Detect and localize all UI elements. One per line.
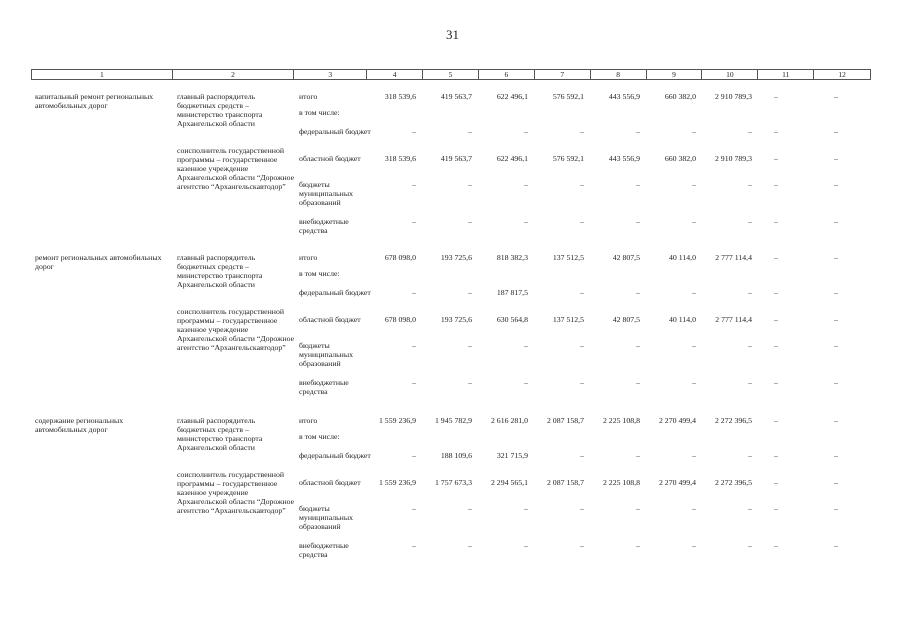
- header-col-10: 10: [702, 70, 758, 79]
- executor-main: главный распорядитель бюджетных средств – министерство транспорта Архангельской области: [177, 92, 263, 128]
- table-cell: –: [748, 541, 752, 550]
- table-cell: 193 725,6: [440, 315, 472, 324]
- table-cell: 443 556,9: [608, 92, 640, 101]
- table-cell: –: [580, 378, 584, 387]
- table-cell: –: [774, 315, 778, 324]
- table-cell: 2 270 499,4: [658, 416, 696, 425]
- table-cell: 42 807,5: [612, 253, 640, 262]
- table-cell: –: [748, 378, 752, 387]
- table-cell: 660 382,0: [664, 154, 696, 163]
- table-cell: –: [692, 504, 696, 513]
- table-cell: –: [580, 217, 584, 226]
- table-cell: –: [412, 541, 416, 550]
- table-cell: –: [692, 217, 696, 226]
- table-cell: 321 715,9: [496, 451, 528, 460]
- executor-co: соисполнитель государственной программы – государственное казенное учреждение Архангельской области “Дорожное агентство “Архангельскавтодор”: [177, 470, 295, 515]
- table-cell: 622 496,1: [496, 154, 528, 163]
- table-cell: –: [774, 504, 778, 513]
- table-cell: –: [524, 504, 528, 513]
- table-cell: –: [468, 541, 472, 550]
- header-col-3: 3: [294, 70, 367, 79]
- funding-source: итого: [299, 416, 318, 425]
- funding-source: бюджеты муниципальных образований: [299, 180, 353, 207]
- header-col-8: 8: [591, 70, 647, 79]
- table-cell: –: [774, 478, 778, 487]
- table-cell: –: [834, 180, 838, 189]
- table-cell: –: [834, 288, 838, 297]
- table-cell: –: [692, 541, 696, 550]
- table-cell: –: [524, 341, 528, 350]
- funding-source: областной бюджет: [299, 154, 361, 163]
- table-cell: 40 114,0: [669, 315, 696, 324]
- funding-source: внебюджетные средства: [299, 378, 349, 396]
- table-cell: –: [774, 217, 778, 226]
- table-cell: –: [774, 253, 778, 262]
- table-cell: 576 592,1: [552, 154, 584, 163]
- funding-source: областной бюджет: [299, 315, 361, 324]
- measure-name: содержание региональных автомобильных дорог: [35, 416, 124, 434]
- table-cell: –: [748, 451, 752, 460]
- table-cell: –: [748, 127, 752, 136]
- table-cell: 40 114,0: [669, 253, 696, 262]
- header-col-5: 5: [423, 70, 479, 79]
- table-cell: –: [834, 378, 838, 387]
- page-number: 31: [446, 27, 459, 42]
- table-cell: –: [468, 341, 472, 350]
- table-cell: –: [580, 288, 584, 297]
- table-cell: –: [524, 217, 528, 226]
- table-cell: 419 563,7: [440, 154, 472, 163]
- table-cell: –: [468, 504, 472, 513]
- table-cell: 137 512,5: [552, 253, 584, 262]
- funding-source: внебюджетные средства: [299, 217, 349, 235]
- table-cell: 2 225 108,8: [602, 416, 640, 425]
- table-cell: –: [748, 217, 752, 226]
- funding-source: бюджеты муниципальных образований: [299, 341, 353, 368]
- table-cell: –: [636, 378, 640, 387]
- executor-co: соисполнитель государственной программы – государственное казенное учреждение Архангельской области “Дорожное агентство “Архангельскавтодор”: [177, 307, 295, 352]
- table-cell: 2 910 789,3: [714, 92, 752, 101]
- table-cell: –: [834, 541, 838, 550]
- table-cell: –: [834, 217, 838, 226]
- table-cell: –: [468, 180, 472, 189]
- header-col-1: 1: [32, 70, 173, 79]
- table-header: [31, 69, 871, 80]
- table-cell: 2 087 158,7: [546, 416, 584, 425]
- funding-source: в том числе:: [299, 108, 340, 117]
- table-cell: –: [834, 154, 838, 163]
- table-cell: –: [748, 341, 752, 350]
- table-cell: –: [774, 378, 778, 387]
- funding-source: областной бюджет: [299, 478, 361, 487]
- table-cell: 2 087 158,7: [546, 478, 584, 487]
- table-cell: –: [580, 541, 584, 550]
- table-cell: –: [834, 92, 838, 101]
- table-cell: –: [834, 451, 838, 460]
- table-cell: 188 109,6: [440, 451, 472, 460]
- table-cell: –: [748, 504, 752, 513]
- table-cell: 1 945 782,9: [434, 416, 472, 425]
- funding-source: бюджеты муниципальных образований: [299, 504, 353, 531]
- funding-source: в том числе:: [299, 432, 340, 441]
- table-cell: 2 225 108,8: [602, 478, 640, 487]
- table-cell: 576 592,1: [552, 92, 584, 101]
- table-cell: 419 563,7: [440, 92, 472, 101]
- table-cell: 137 512,5: [552, 315, 584, 324]
- table-cell: 187 817,5: [496, 288, 528, 297]
- header-col-11: 11: [758, 70, 814, 79]
- table-cell: –: [580, 341, 584, 350]
- table-cell: –: [692, 180, 696, 189]
- table-cell: –: [636, 217, 640, 226]
- table-cell: –: [774, 288, 778, 297]
- table-cell: –: [834, 416, 838, 425]
- measure-name: ремонт региональных автомобильных дорог: [35, 253, 162, 271]
- table-cell: –: [580, 451, 584, 460]
- measure-name: капитальный ремонт региональных автомобильных дорог: [35, 92, 154, 110]
- table-cell: 2 294 565,1: [490, 478, 528, 487]
- table-cell: –: [748, 180, 752, 189]
- table-cell: 1 757 673,3: [434, 478, 472, 487]
- table-cell: –: [834, 315, 838, 324]
- table-cell: –: [774, 416, 778, 425]
- table-cell: 2 777 114,4: [715, 253, 752, 262]
- table-cell: 678 098,0: [384, 315, 416, 324]
- table-cell: –: [636, 541, 640, 550]
- table-cell: –: [834, 253, 838, 262]
- table-cell: –: [636, 180, 640, 189]
- table-cell: 2 910 789,3: [714, 154, 752, 163]
- table-cell: –: [834, 504, 838, 513]
- header-col-9: 9: [647, 70, 703, 79]
- table-cell: –: [468, 127, 472, 136]
- table-cell: 193 725,6: [440, 253, 472, 262]
- table-cell: –: [468, 378, 472, 387]
- table-cell: –: [412, 378, 416, 387]
- table-cell: –: [774, 154, 778, 163]
- table-cell: –: [412, 341, 416, 350]
- table-cell: –: [774, 341, 778, 350]
- table-cell: 630 564,8: [496, 315, 528, 324]
- table-cell: 2 777 114,4: [715, 315, 752, 324]
- table-cell: –: [412, 217, 416, 226]
- table-cell: –: [524, 378, 528, 387]
- table-cell: 1 559 236,9: [378, 416, 416, 425]
- table-cell: –: [412, 504, 416, 513]
- table-cell: –: [636, 341, 640, 350]
- header-col-4: 4: [367, 70, 423, 79]
- table-cell: 2 272 396,5: [714, 416, 752, 425]
- funding-source: федеральный бюджет: [299, 288, 371, 297]
- table-cell: 2 270 499,4: [658, 478, 696, 487]
- table-cell: –: [636, 127, 640, 136]
- table-cell: –: [834, 127, 838, 136]
- table-cell: 443 556,9: [608, 154, 640, 163]
- table-cell: 318 539,6: [384, 154, 416, 163]
- header-col-12: 12: [838, 70, 846, 79]
- table-cell: –: [692, 127, 696, 136]
- table-cell: –: [636, 451, 640, 460]
- table-cell: –: [692, 288, 696, 297]
- executor-co: соисполнитель государственной программы – государственное казенное учреждение Архангельской области “Дорожное агентство “Архангельскавтодор”: [177, 146, 295, 191]
- funding-source: федеральный бюджет: [299, 127, 371, 136]
- funding-source: итого: [299, 253, 318, 262]
- funding-source: федеральный бюджет: [299, 451, 371, 460]
- table-cell: –: [468, 217, 472, 226]
- table-cell: –: [412, 451, 416, 460]
- funding-source: итого: [299, 92, 318, 101]
- table-cell: –: [774, 451, 778, 460]
- table-cell: –: [636, 288, 640, 297]
- table-cell: –: [412, 288, 416, 297]
- table-cell: –: [580, 504, 584, 513]
- table-cell: 622 496,1: [496, 92, 528, 101]
- table-cell: –: [748, 288, 752, 297]
- header-col-7: 7: [535, 70, 591, 79]
- table-cell: 2 272 396,5: [714, 478, 752, 487]
- table-cell: 660 382,0: [664, 92, 696, 101]
- funding-source: внебюджетные средства: [299, 541, 349, 559]
- table-cell: 2 616 281,0: [490, 416, 528, 425]
- table-cell: –: [692, 378, 696, 387]
- table-cell: –: [692, 341, 696, 350]
- table-cell: –: [524, 180, 528, 189]
- table-cell: –: [774, 180, 778, 189]
- table-cell: –: [468, 288, 472, 297]
- table-cell: –: [524, 541, 528, 550]
- table-cell: –: [524, 127, 528, 136]
- header-col-6: 6: [479, 70, 535, 79]
- table-cell: 1 559 236,9: [378, 478, 416, 487]
- executor-main: главный распорядитель бюджетных средств – министерство транспорта Архангельской области: [177, 253, 263, 289]
- table-cell: –: [580, 180, 584, 189]
- table-cell: –: [636, 504, 640, 513]
- table-cell: –: [774, 92, 778, 101]
- table-cell: –: [834, 478, 838, 487]
- table-cell: –: [774, 541, 778, 550]
- table-cell: –: [692, 451, 696, 460]
- table-cell: –: [412, 127, 416, 136]
- table-cell: –: [774, 127, 778, 136]
- table-cell: 42 807,5: [612, 315, 640, 324]
- funding-source: в том числе:: [299, 269, 340, 278]
- table-cell: 678 098,0: [384, 253, 416, 262]
- table-cell: 818 382,3: [496, 253, 528, 262]
- header-col-2: 2: [173, 70, 295, 79]
- table-cell: –: [834, 341, 838, 350]
- executor-main: главный распорядитель бюджетных средств – министерство транспорта Архангельской области: [177, 416, 263, 452]
- table-cell: 318 539,6: [384, 92, 416, 101]
- table-cell: –: [412, 180, 416, 189]
- table-cell: –: [580, 127, 584, 136]
